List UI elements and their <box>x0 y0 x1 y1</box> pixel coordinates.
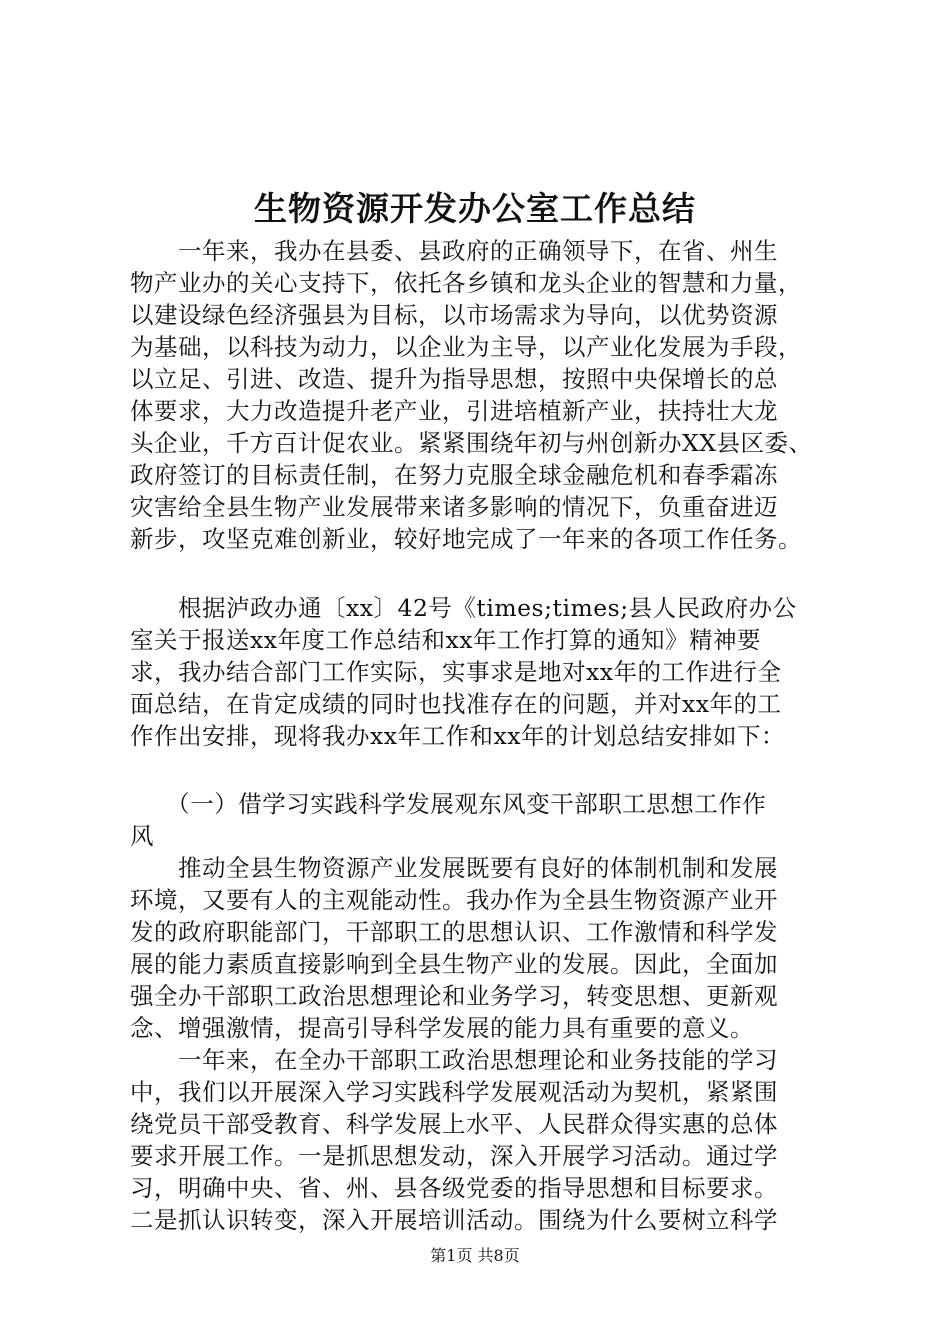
paragraph-line: 作作出安排，现将我办xx年工作和xx年的计划总结安排如下： <box>130 722 786 750</box>
page-number: 第1页 共8页 <box>430 1246 520 1265</box>
paragraph-line: 根据泸政办通〔xx〕42号《times;times;县人民政府办公 <box>130 594 797 622</box>
paragraph-line: 发的政府职能部门，干部职工的思想认识、工作激情和科学发 <box>130 918 778 946</box>
paragraph-line: 强全办干部职工政治思想理论和业务学习，转变思想、更新观 <box>130 982 778 1010</box>
paragraph-line: 念、增强激情，提高引导科学发展的能力具有重要的意义。 <box>130 1014 754 1042</box>
paragraph-line: 体要求，大力改造提升老产业，引进培植新产业，扶持壮大龙 <box>130 397 778 425</box>
paragraph-line: 头企业，千方百计促农业。紧紧围绕年初与州创新办XX县区委、 <box>130 429 813 457</box>
paragraph-line: 政府签订的目标责任制，在努力克服全球金融危机和春季霜冻 <box>130 461 778 489</box>
paragraph-line: 绕党员干部受教育、科学发展上水平、人民群众得实惠的总体 <box>130 1110 778 1138</box>
paragraph-line: 新步，攻坚克难创新业，较好地完成了一年来的各项工作任务。 <box>130 525 802 553</box>
document-title: 生物资源开发办公室工作总结 <box>254 189 696 228</box>
paragraph-line: 推动全县生物资源产业发展既要有良好的体制机制和发展 <box>130 854 778 882</box>
paragraph-line: 中，我们以开展深入学习实践科学发展观活动为契机，紧紧围 <box>130 1078 778 1106</box>
paragraph-line: 要求开展工作。一是抓思想发动，深入开展学习活动。通过学 <box>130 1142 778 1170</box>
paragraph-line: 习，明确中央、省、州、县各级党委的指导思想和目标要求。 <box>130 1174 778 1202</box>
paragraph-line: 一年来，在全办干部职工政治思想理论和业务技能的学习 <box>130 1046 778 1074</box>
paragraph-line: 面总结，在肯定成绩的同时也找准存在的问题，并对xx年的工 <box>130 690 782 718</box>
section-heading: 风 <box>130 822 154 850</box>
paragraph-line: 展的能力素质直接影响到全县生物产业的发展。因此，全面加 <box>130 950 778 978</box>
paragraph-line: 为基础，以科技为动力，以企业为主导，以产业化发展为手段， <box>130 333 802 361</box>
paragraph-line: 二是抓认识转变，深入开展培训活动。围绕为什么要树立科学 <box>130 1206 778 1234</box>
paragraph-line: 一年来，我办在县委、县政府的正确领导下，在省、州生 <box>130 237 778 265</box>
paragraph-line: 以立足、引进、改造、提升为指导思想，按照中央保增长的总 <box>130 365 778 393</box>
paragraph-line: 物产业办的关心支持下，依托各乡镇和龙头企业的智慧和力量， <box>130 269 802 297</box>
paragraph-line: 以建设绿色经济强县为目标，以市场需求为导向，以优势资源 <box>130 301 778 329</box>
paragraph-line: 环境，又要有人的主观能动性。我办作为全县生物资源产业开 <box>130 886 778 914</box>
paragraph-line: 室关于报送xx年度工作总结和xx年工作打算的通知》精神要 <box>130 626 762 654</box>
paragraph-line: 求，我办结合部门工作实际，实事求是地对xx年的工作进行全 <box>130 658 782 686</box>
paragraph-line: 灾害给全县生物产业发展带来诸多影响的情况下，负重奋进迈 <box>130 493 778 521</box>
section-heading: （一）借学习实践科学发展观东风变干部职工思想工作作 <box>130 790 767 818</box>
